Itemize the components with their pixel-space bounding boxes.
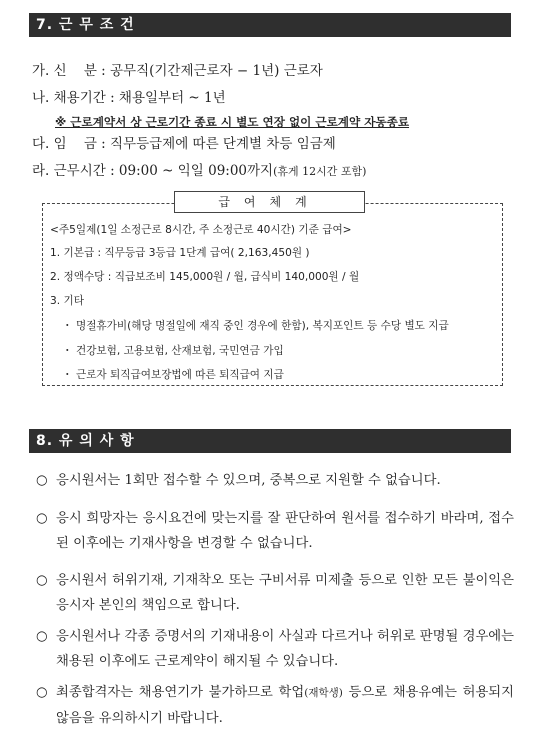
condition-label: 나. 채용기간 <box>32 90 106 106</box>
section7-title-bar <box>29 13 511 37</box>
condition-period <box>32 86 226 106</box>
circle-bullet-icon: ○ <box>36 473 48 488</box>
condition-wage <box>32 132 336 152</box>
circle-bullet-icon: ○ <box>36 573 48 588</box>
note-text-part: 등으로 채용유예는 허용되지 않음을 유의하시기 바랍니다. <box>56 685 514 726</box>
pay-other-item: ・ 명절휴가비(해당 명절일에 재직 중인 경우에 한함), 복지포인트 등 수당 별도 지급 <box>62 320 449 332</box>
section8-title-bar <box>29 429 511 453</box>
condition-value: : 공무직(기간제근로자 − 1년) 근로자 <box>96 63 323 79</box>
condition-value: : 직무등급제에 따른 단계별 차등 임금제 <box>96 136 336 152</box>
note-text-part: 최종합격자는 채용연기가 불가하므로 학업 <box>56 685 305 700</box>
condition-note: (휴게 12시간 포함) <box>273 165 367 178</box>
note-item <box>36 680 514 731</box>
section7-title: 7. 근 무 조 건 <box>36 17 135 33</box>
pay-base-line: 1. 기본급 : 직무등급 3등급 1단계 급여( 2,163,450원 ) <box>50 247 310 259</box>
note-item <box>36 568 514 618</box>
condition-value: : 09:00 ~ 익일 09:00까지 <box>105 163 274 179</box>
condition-value: : 채용일부터 ~ 1년 <box>105 90 226 106</box>
note-text: 응시원서는 1회만 접수할 수 있으며, 중복으로 지원할 수 없습니다. <box>56 473 441 488</box>
note-item <box>36 468 514 493</box>
note-text: 응시원서나 각종 증명서의 기재내용이 사실과 다르거나 허위로 판명될 경우에는 채용된 이후에도 근로계약이 해지될 수 있습니다. <box>56 629 514 669</box>
circle-bullet-icon: ○ <box>36 685 48 700</box>
circle-bullet-icon: ○ <box>36 629 48 644</box>
condition-hours <box>32 159 366 179</box>
condition-label: 라. 근무시간 <box>32 163 106 179</box>
pay-basis-line: <주5일제(1일 소정근로 8시간, 주 소정근로 40시간) 기준 급여> <box>50 224 352 236</box>
note-text-small: (재학생) <box>304 687 343 699</box>
note-item <box>36 506 514 556</box>
note-text: 응시원서 허위기재, 기재착오 또는 구비서류 미제출 등으로 인한 모든 불이익은 응시자 본인의 책임으로 합니다. <box>56 573 514 613</box>
condition-label: 다. 임 금 <box>32 136 97 152</box>
pay-other-line: 3. 기타 <box>50 295 84 307</box>
note-item <box>36 624 514 674</box>
circle-bullet-icon: ○ <box>36 511 48 526</box>
pay-system-title: 급여체계 <box>174 191 365 213</box>
pay-other-item: ・ 건강보험, 고용보험, 산재보험, 국민연금 가입 <box>62 345 284 357</box>
note-text: 응시 희망자는 응시요건에 맞는지를 잘 판단하여 원서를 접수하기 바라며, 접수된 이후에는 기재사항을 변경할 수 없습니다. <box>56 511 514 551</box>
note-text <box>36 680 514 731</box>
condition-status <box>32 59 323 79</box>
condition-label: 가. 신 분 <box>32 63 97 79</box>
pay-allowance-line: 2. 정액수당 : 직급보조비 145,000원 / 월, 급식비 140,000원 / 월 <box>50 271 360 283</box>
pay-other-item: ・ 근로자 퇴직급여보장법에 따른 퇴직급여 지급 <box>62 369 284 381</box>
section8-title: 8. 유 의 사 항 <box>36 433 135 449</box>
contract-notice: ※ 근로계약서 상 근로기간 종료 시 별도 연장 없이 근로계약 자동종료 <box>55 115 410 129</box>
